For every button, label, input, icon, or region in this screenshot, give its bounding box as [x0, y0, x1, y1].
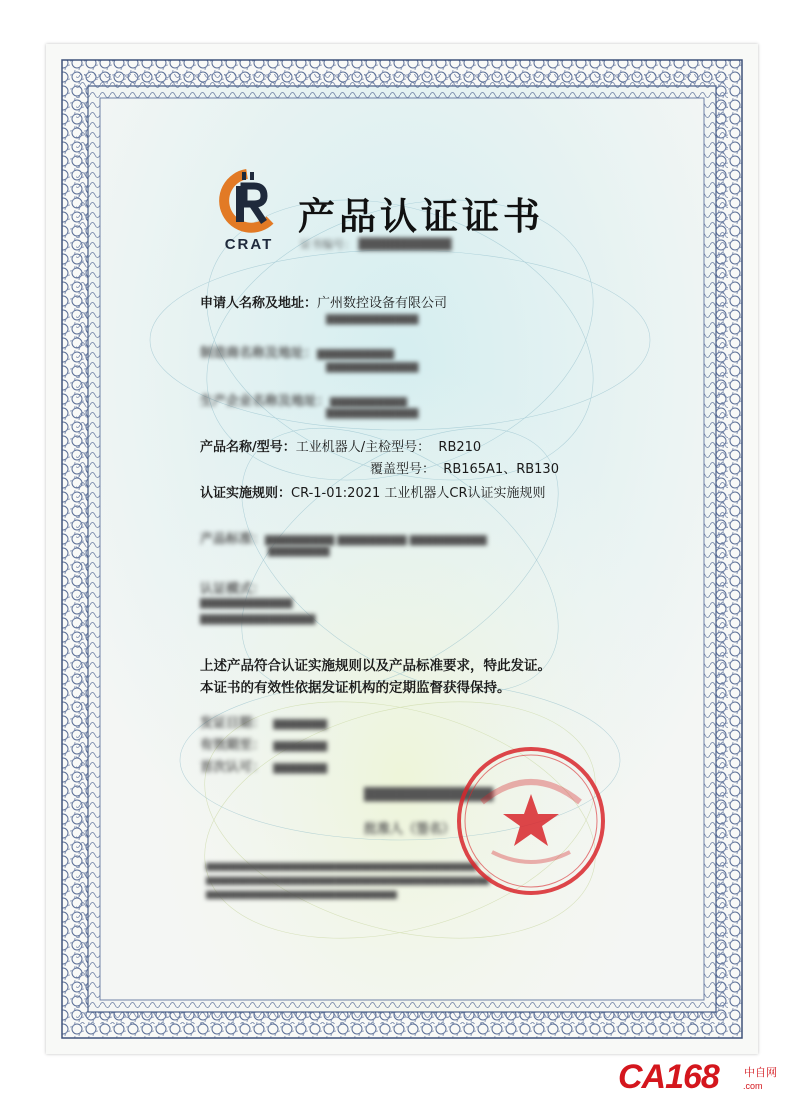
applicant-label: 申请人名称及地址： [200, 296, 318, 311]
standard-extra: ▇▇▇▇▇▇▇▇ [268, 546, 330, 557]
applicant-address: ▇▇▇▇▇▇▇▇▇▇▇▇ [326, 314, 419, 325]
valid-date-row: 有效期至： ▇▇▇▇▇▇▇ [200, 738, 328, 753]
statement-2: 本证书的有效性依据发证机构的定期监督获得保持。 [200, 680, 511, 696]
first-label: 首次认可： [200, 760, 266, 775]
ca168-watermark: CA168 [618, 1058, 719, 1096]
red-seal-stamp [452, 742, 610, 900]
producer-row: 生产企业名称及地址：▇▇▇▇▇▇▇▇▇▇ [200, 394, 407, 409]
issuer-name: ▇▇▇▇▇▇▇▇▇▇▇▇ [364, 786, 494, 802]
producer-address: ▇▇▇▇▇▇▇▇▇▇▇▇ [326, 408, 419, 419]
product-cover-row [370, 458, 559, 477]
manufacturer-row: 制造商名称及地址：▇▇▇▇▇▇▇▇▇▇ [200, 346, 394, 361]
logo-text: CRAT [224, 236, 274, 253]
watermark-sub: 中自网 [744, 1066, 777, 1079]
product-row [200, 436, 481, 455]
manufacturer-label: 制造商名称及地址： [200, 346, 318, 361]
issue-label: 发证日期： [200, 716, 266, 731]
standard-row: 产品标准：▇▇▇▇▇▇▇▇▇ ▇▇▇▇▇▇▇▇▇ ▇▇▇▇▇▇▇▇▇▇ [200, 532, 487, 547]
applicant-row [200, 292, 447, 311]
certificate-number: 证书编号： ███████████ [300, 238, 452, 251]
standard-label: 产品标准： [200, 532, 266, 547]
crat-logo [214, 168, 280, 240]
authority-label: 批准人（签名） [364, 822, 456, 837]
product-cover-models: RB165A1、RB130 [443, 462, 559, 477]
rules-value: CR-1-01:2021 工业机器人CR认证实施规则 [291, 486, 546, 501]
mode-label: 认证模式： [200, 582, 266, 597]
mode-row [200, 578, 265, 597]
product-main-model: RB210 [438, 440, 482, 455]
applicant-name: 广州数控设备有限公司 [317, 296, 448, 311]
mode-line-2: ▇▇▇▇▇▇▇▇▇▇▇▇▇▇▇ [200, 614, 316, 625]
producer-label: 生产企业名称及地址： [200, 394, 331, 409]
footer-note-3: ▇▇▇▇▇▇▇▇▇▇▇▇▇▇▇▇▇▇▇▇▇▇▇▇▇▇▇▇▇▇▇ [206, 890, 397, 899]
issue-date-row: 发证日期： ▇▇▇▇▇▇▇ [200, 716, 328, 731]
certificate-title: 产品认证证书 [298, 195, 544, 238]
footer-note-1: ▇▇▇▇▇▇▇▇▇▇▇▇▇▇▇▇▇▇▇▇▇▇▇▇▇▇▇▇▇▇▇▇▇▇▇▇▇▇▇▇▇▇▇▇ [206, 862, 477, 871]
first-date-row: 首次认可： ▇▇▇▇▇▇▇ [200, 760, 328, 775]
authority-row [364, 818, 455, 837]
valid-label: 有效期至： [200, 738, 266, 753]
manufacturer-address: ▇▇▇▇▇▇▇▇▇▇▇▇ [326, 362, 419, 373]
product-cover-label: 覆盖型号： [370, 462, 436, 477]
watermark-domain: .com [743, 1081, 763, 1091]
statement-1: 上述产品符合认证实施规则以及产品标准要求，特此发证。 [200, 658, 551, 674]
rules-row [200, 482, 546, 501]
product-main: 工业机器人/主检型号： [295, 440, 431, 455]
footer-note-2: ▇▇▇▇▇▇▇▇▇▇▇▇▇▇▇▇▇▇▇▇▇▇▇▇▇▇▇▇▇▇▇▇▇▇▇▇▇▇▇▇▇▇▇▇▇▇ [206, 876, 490, 885]
product-label: 产品名称/型号： [200, 440, 296, 455]
mode-line-1: ▇▇▇▇▇▇▇▇▇▇▇▇ [200, 598, 293, 609]
rules-label: 认证实施规则： [200, 486, 292, 501]
